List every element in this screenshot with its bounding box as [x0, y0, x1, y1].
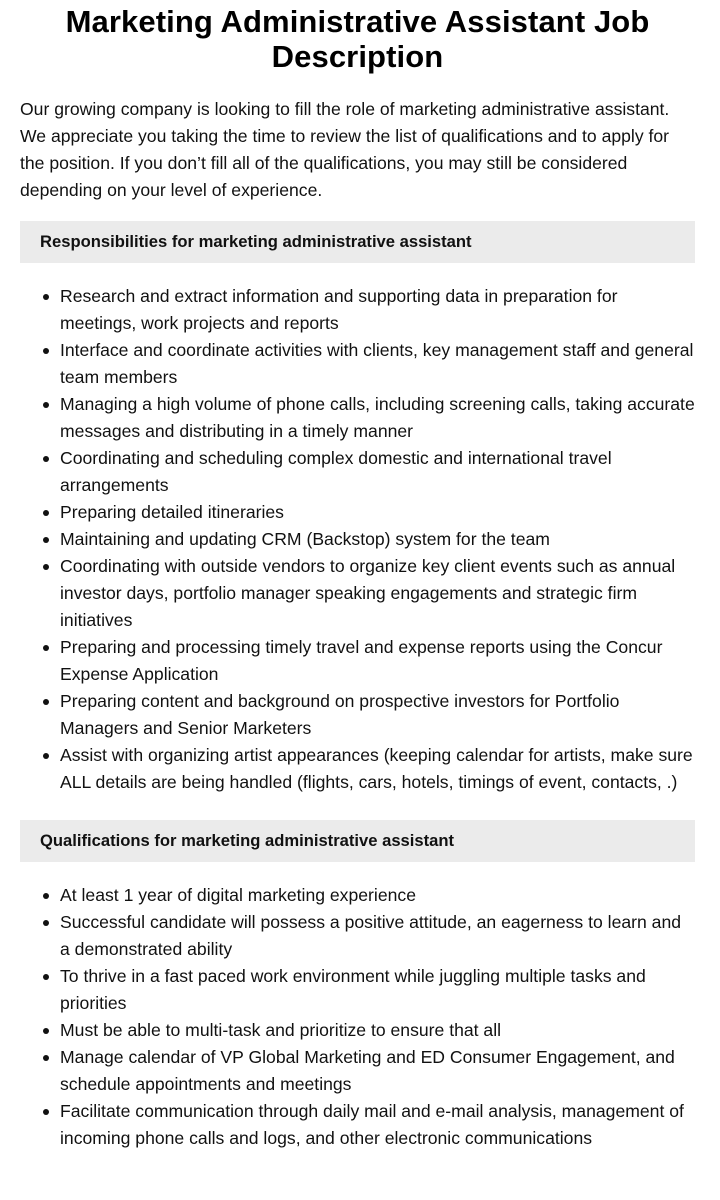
list-item: Managing a high volume of phone calls, including screening calls, taking accurate messages and distributing in a timely manner	[60, 391, 695, 445]
qualifications-heading: Qualifications for marketing administrative assistant	[40, 831, 455, 850]
page-title: Marketing Administrative Assistant Job Description	[65, 4, 650, 74]
list-item: Maintaining and updating CRM (Backstop) system for the team	[60, 526, 695, 553]
list-item: Preparing content and background on prospective investors for Portfolio Managers and Senior Marketers	[60, 688, 695, 742]
list-item: Preparing and processing timely travel and expense reports using the Concur Expense Application	[60, 634, 695, 688]
responsibilities-list	[20, 283, 695, 796]
list-item: To thrive in a fast paced work environment while juggling multiple tasks and priorities	[60, 963, 695, 1017]
list-item: Must be able to multi-task and prioritize to ensure that all	[60, 1017, 695, 1044]
list-item: Coordinating and scheduling complex domestic and international travel arrangements	[60, 445, 695, 499]
responsibilities-heading: Responsibilities for marketing administrative assistant	[40, 232, 472, 251]
list-item: Facilitate communication through daily mail and e-mail analysis, management of incoming phone calls and logs, and other electronic communications	[60, 1098, 695, 1152]
list-item: Coordinating with outside vendors to organize key client events such as annual investor days, portfolio manager speaking engagements and strategic firm initiatives	[60, 553, 695, 634]
list-item: Successful candidate will possess a positive attitude, an eagerness to learn and a demonstrated ability	[60, 909, 695, 963]
list-item: Interface and coordinate activities with clients, key management staff and general team members	[60, 337, 695, 391]
list-item: Preparing detailed itineraries	[60, 499, 695, 526]
qualifications-header	[20, 820, 695, 862]
qualifications-list	[20, 882, 695, 1152]
list-item: Manage calendar of VP Global Marketing and ED Consumer Engagement, and schedule appointments and meetings	[60, 1044, 695, 1098]
responsibilities-header	[20, 221, 695, 263]
list-item: At least 1 year of digital marketing experience	[60, 882, 695, 909]
list-item: Research and extract information and supporting data in preparation for meetings, work projects and reports	[60, 283, 695, 337]
intro-paragraph: Our growing company is looking to fill the role of marketing administrative assistant. We appreciate you taking the time to review the list of qualifications and to apply for the position. If you don’t fill all of the qualifications, you may still be considered depending on your level of experience.	[20, 99, 670, 200]
list-item: Assist with organizing artist appearances (keeping calendar for artists, make sure ALL details are being handled (flights, cars, hotels, timings of event, contacts, .)	[60, 742, 695, 796]
